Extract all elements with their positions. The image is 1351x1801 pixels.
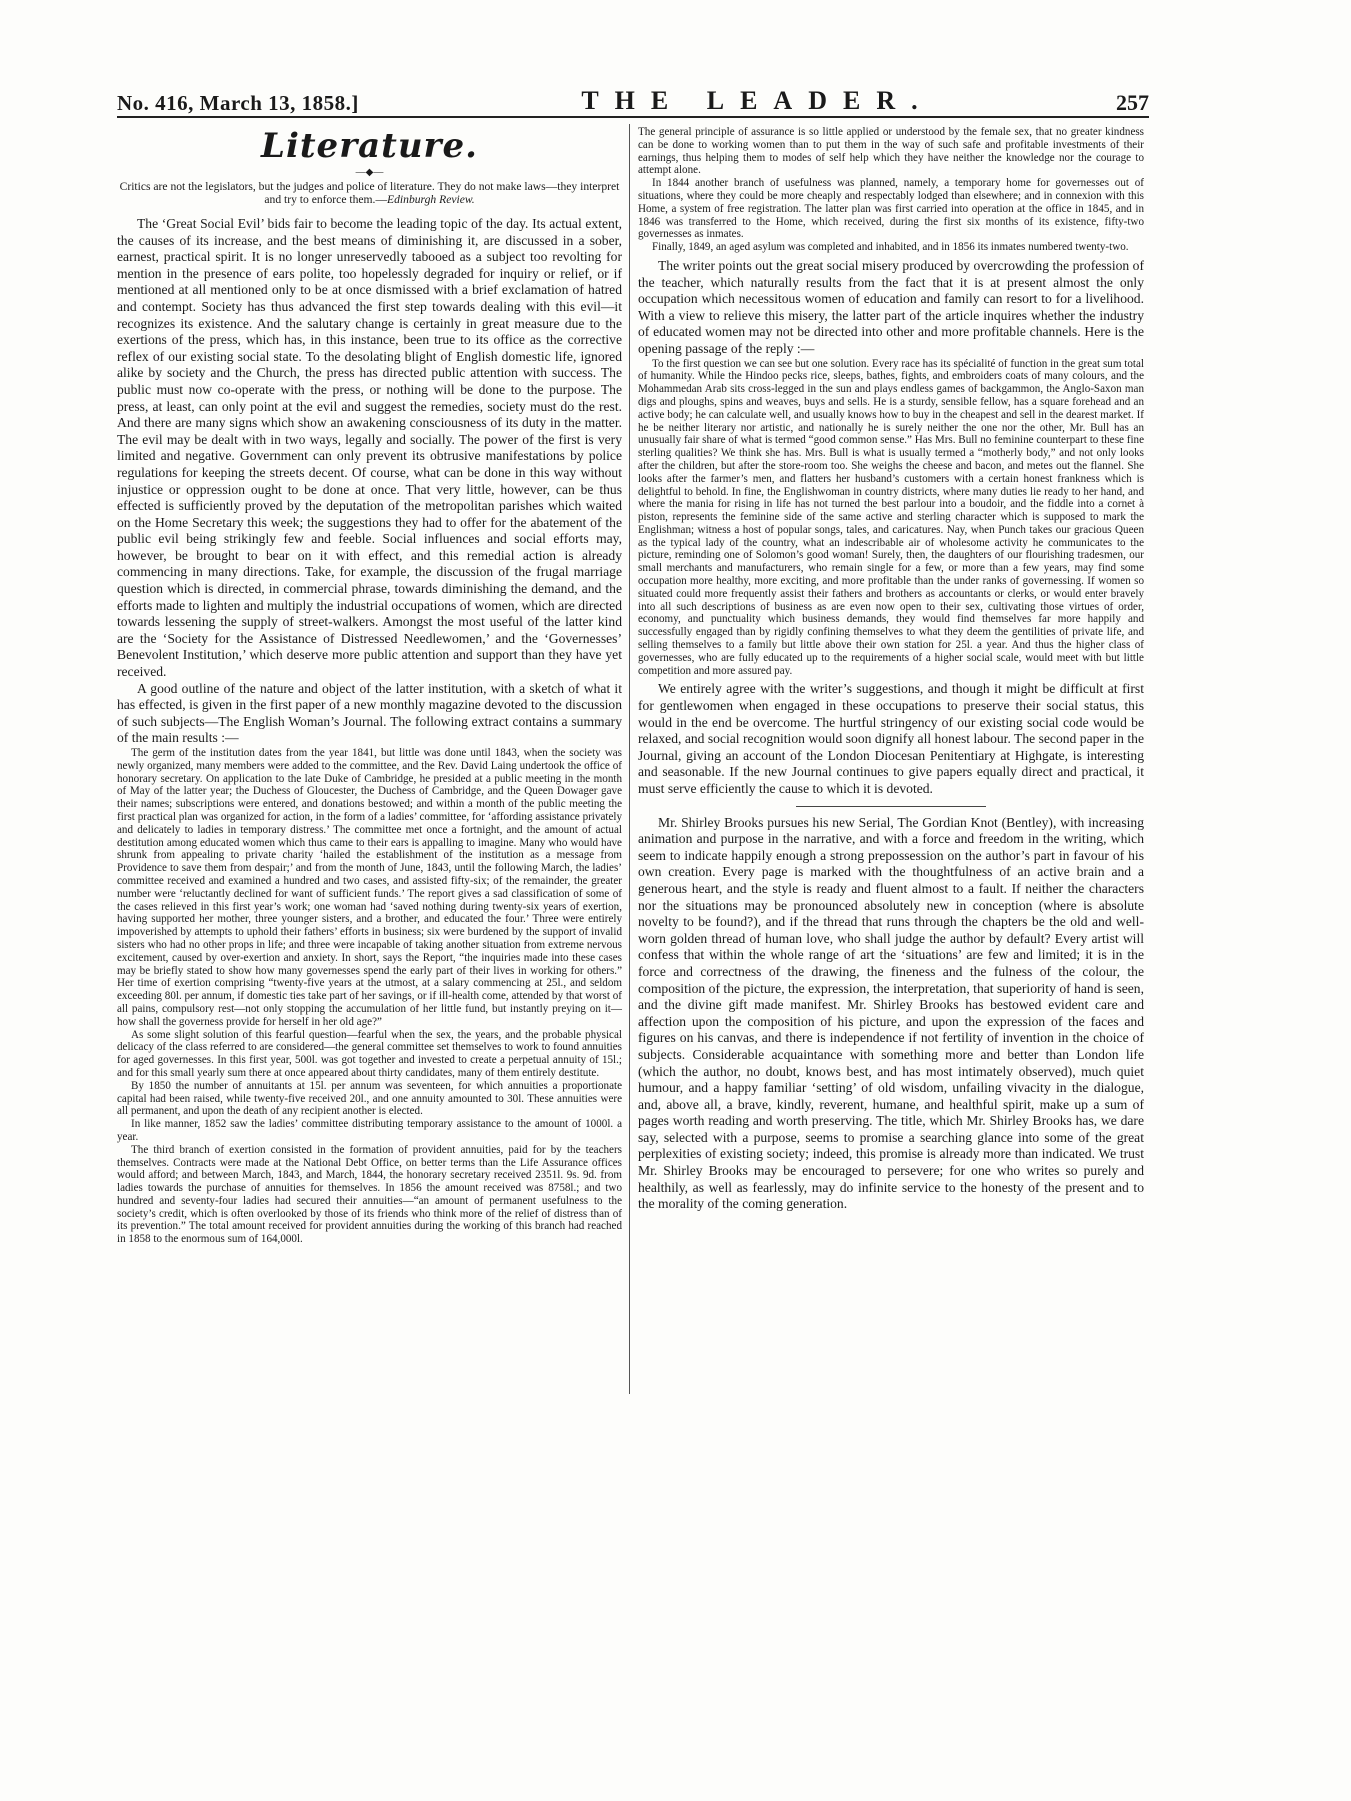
page-header <box>117 80 1149 118</box>
quoted-extract: As some slight solution of this fearful question—fearful when the sex, the years, and the probable physical delicacy of the class referred to are considered—the general committee set themselves to work to found annuities for aged governesses. In this first year, 500l. was got together and invested to create a perpetual annuity of 15l.; and for this small yearly sum there at once appeared about thirty candidates, many of them entirely destitute. <box>117 1028 622 1079</box>
quoted-extract: The general principle of assurance is so little applied or understood by the female sex, that no greater kindness can be done to working women than to put them in the way of such safe and profitable investments of their earnings, thus helping them to modes of self help which they have neither the knowledge nor the courage to attempt alone. <box>638 126 1144 177</box>
motto-text: Critics are not the legislators, but the judges and police of literature. They do not make laws—they interpret and try to enforce them.— <box>119 180 620 206</box>
motto-source: Edinburgh Review. <box>387 193 475 206</box>
article-paragraph: The ‘Great Social Evil’ bids fair to become the leading topic of the day. Its actual extent, the causes of its increase, and the best means of diminishing it, are discussed in a sober, earnest, practical spirit. It is no longer unreservedly tabooed as a subject too revolting for mention in the presence of ears polite, too hopelessly degraded for inquiry or relief, or if mentioned at all mentioned only to be at once dismissed with a brief exclamation of hatred and contempt. Society has thus advanced the first step towards dealing with this evil—it recognizes its existence. And the salutary change is certainly in great measure due to the exertions of the press, which has, in this instance, been true to its office as the corrective reflex of our existing social state. To the desolating blight of English domestic life, ignored alike by society and the Church, the press has directed public attention with success. The public must now co-operate with the press, or nothing will be done to the purpose. The press, at least, can only point at the evil and suggest the remedies, society must do the rest. And there are many signs which show an awakening consciousness of its duty in the matter. The evil may be dealt with in two ways, legally and socially. The power of the first is very limited and negative. Government can only prevent its obtrusive manifestations by police regulations for keeping the streets decent. Of course, what can be done in this way without injustice or oppression ought to be done at once. That very little, however, can be thus effected is sufficiently proved by the deputation of the metropolitan parishes which waited on the Home Secretary this week; the suggestions they had to offer for the abatement of the public evil being strikingly few and feeble. Social influences and social efforts may, however, be brought to bear on it with effect, and this remedial action is already commencing in many directions. Take, for example, the discussion of the frugal marriage question which is directed, in commercial phrase, towards diminishing the demand, and the efforts made to lighten and multiply the industrial occupations of women, which are directed towards lessening the supply of street-walkers. Amongst the most useful of the latter kind are the ‘Society for the Assistance of Distressed Needlewomen,’ and the ‘Governesses’ Benevolent Institution,’ which deserve more public attention and support than they have yet received. <box>117 216 622 680</box>
quoted-extract: The third branch of exertion consisted in the formation of provident annuities, paid for by the teachers themselves. Contracts were made at the National Debt Office, on better terms than the Life Assurance offices would afford; and between March, 1843, and March, 1844, the honorary secretary received 2351l. 9s. 9d. from ladies towards the purchase of annuities for themselves. In 1856 the amount received was 8758l.; and two hundred and seventy-four ladies had secured their annuities—“an amount of permanent usefulness to the society’s credit, which is often overlooked by those of its friends who think more of the relief of distress than of its prevention.” The total amount received for provident annuities during the working of this branch had reached in 1858 to the enormous sum of 164,000l. <box>117 1143 622 1246</box>
review-paragraph: Mr. Shirley Brooks pursues his new Serial, The Gordian Knot (Bentley), with increasing animation and purpose in the narrative, and with a force and freedom in the writing, which seem to indicate happily enough a strong prepossession on the author’s part in favour of his own creation. Every page is marked with the thoughtfulness of an active brain and a generous heart, and the style is ready and fluent almost to a fault. If neither the characters nor the situations may be pronounced absolutely new in conception (where is absolute novelty to be found?), and if the thread that runs through the chapters be the old and well-worn golden thread of human love, who shall judge the author by default? Every artist will confess that within the whole range of art the ‘situations’ are few and limited; it is in the force and correctness of the drawing, the fineness and the fulness of the colour, the composition of the picture, the expression, the interpretation, that superiority of hand is seen, and the divine gift made manifest. Mr. Shirley Brooks has bestowed evident care and affection upon the composition of his picture, and upon the expression of the faces and figures on his canvas, and there is independence if not fertility of invention in the choice of subjects. Considerable acquaintance with something more and better than London life (which the author, no doubt, knows best, and has most intimately observed), much quiet humour, and a happy familiar ‘setting’ of old wisdom, unfailing vivacity in the dialogue, and, above all, a brave, kindly, reverent, humane, and healthful spirit, make up a sum of pages worth reading and worth preserving. The title, which Mr. Shirley Brooks has, we dare say, selected with a purpose, seems to promise a searching glance into some of the great perplexities of existing society; indeed, this promise is already more than indicated. We trust Mr. Shirley Brooks may be encouraged to persevere; for one who writes so purely and healthily, as well as fearlessly, may do infinite service to the honesty of the present and to the morality of the coming generation. <box>638 814 1144 1212</box>
section-motto <box>117 180 622 206</box>
masthead: THE LEADER. <box>581 86 934 115</box>
article-paragraph: We entirely agree with the writer’s suggestions, and though it might be difficult at first for gentlewomen when engaged in these occupations to preserve their social status, this would in the end be overcome. The hurtful stringency of our existing social code would be relaxed, and social recognition would soon dignify all honest labour. The second paper in the Journal, giving an account of the London Diocesan Penitentiary at Highgate, is interesting and seasonable. If the new Journal continues to give papers equally direct and practical, it must serve efficiently the cause to which it is devoted. <box>638 681 1144 797</box>
column-divider <box>629 124 630 1394</box>
issue-date: No. 416, March 13, 1858.] <box>117 91 359 115</box>
quoted-extract: To the first question we can see but one solution. Every race has its spécialité of function in the great sum total of humanity. While the Hindoo pecks rice, sleeps, bathes, fights, and embroiders coats of many colours, and the Mohammedan Arab sits cross-legged in the sun and plays endless games of backgammon, the Anglo-Saxon man digs and ploughs, spins and weaves, buys and sells. He is a sturdy, sensible fellow, has a square forehead and an active body; he can calculate well, and usually knows how to buy in the cheapest and sell in the dearest market. If he be neither literary nor artistic, and nationally he is surely neither the one nor the other, Mr. Bull has an unusually fair share of what is termed “good common sense.” Has Mrs. Bull no feminine counterpart to these fine sterling qualities? We think she has. Mrs. Bull is what is usually termed a “motherly body,” and not only looks after the children, but after the store-room too. She weighs the cheese and bacon, and metes out the flannel. She looks after the farmer’s men, and flatters her husband’s customers with a certain honest frankness which is delightful to behold. In fine, the Englishwoman in country districts, where many duties lie ready to her hand, and where the mania for rising in life has not turned the best parlour into a boudoir, and the fiddle into a cornet à piston, represents the feminine side of the same active and sterling character which is supposed to mark the Englishman; witness a host of popular songs, tales, and caricatures. Nay, when Punch takes our gracious Queen as the typical lady of the country, what an indescribable air of wholesome activity he communicates to the picture, reminding one of Solomon’s good woman! Surely, then, the daughters of our flourishing tradesmen, our small merchants and manufacturers, who remain single for a few, or more than a few years, may find some occupation more healthy, more exciting, and more profitable than the under ranks of governessing. If women so situated could more frequently assist their fathers and brothers as accountants or clerks, or would enter bravely into all such descriptions of business as are even now open to their sex, cultivating those virtues of order, economy, and punctuality which business demands, they would find themselves far more happily and successfully engaged than by rigidly confining themselves to what they deem the gentilities of private life, and selling themselves to a family but little above their own station for 25l. a year. And thus the higher class of governesses, who are fully educated up to the requirements of a higher social scale, would meet with but little competition and more assured pay. <box>638 357 1144 677</box>
quoted-extract: The germ of the institution dates from the year 1841, but little was done until 1843, when the society was newly organized, many members were added to the committee, and the Rev. David Laing undertook the office of honorary secretary. On application to the late Duke of Cambridge, he presided at a public meeting in the month of May of the latter year; the Duchess of Gloucester, the Duchess of Cambridge, and the Queen Dowager gave their names; subscriptions were entered, and donations bestowed; and within a month of the public meeting the first practical plan was organized for action, in the form of a ladies’ committee, for ‘affording assistance privately and delicately to ladies in temporary distress.’ The committee met once a fortnight, and the amount of actual destitution among educated women which thus came to their ears is appalling to imagine. Many who would have shrunk from appealing to private charity ‘hailed the establishment of the institution as a message from Providence to save them from despair;’ and from the month of June, 1843, until the following March, the ladies’ committee received and examined a hundred and two cases, and assisted fifty-six; of the remainder, the greater number were ‘reluctantly declined for want of sufficient funds.’ The report gives a sad classification of some of the cases relieved in this first year’s work; one woman had ‘saved nothing during twenty-six years of exertion, having supported her mother, three younger sisters, and a brother, and educated the four.’ Three were entirely impoverished by attempts to uphold their fathers’ efforts in business; six were burdened by the support of invalid sisters who had no other props in life; and three were incapable of taking another situation from extreme nervous excitement, caused by over-exertion and anxiety. In short, says the Report, “the inquiries made into these cases may be briefly stated to show how many governesses spend the early part of their lives in working for others.” Her time of exertion comprising “twenty-five years at the utmost, at a salary commencing at 25l., and seldom exceeding 80l. per annum, if domestic ties take part of her savings, or if ill-health come, attended by that worst of all pains, compulsory rest—not only stopping the accumulation of her little fund, but instantly preying on it—how shall the governess provide for herself in her old age?” <box>117 747 622 1028</box>
section-divider <box>796 806 986 807</box>
article-paragraph: A good outline of the nature and object of the latter institution, with a sketch of what it has effected, is given in the first paper of a new monthly magazine devoted to the discussion of such subjects—The English Woman’s Journal. The following extract contains a summary of the main results :— <box>117 680 622 746</box>
quoted-extract: By 1850 the number of annuitants at 15l. per annum was seventeen, for which annuities a proportionate capital had been raised, while twenty-five received 20l., and one annuity amounted to 30l. These annuities were all permanent, and upon the death of any recipient another is elected. <box>117 1079 622 1118</box>
section-title: Literature. <box>261 126 478 166</box>
article-paragraph: The writer points out the great social misery produced by overcrowding the profession of the teacher, which naturally results from the fact that it is at present almost the only occupation which necessitous women of education and family can resort to for a livelihood. With a view to relieve this misery, the latter part of the article inquires whether the industry of educated women may not be directed into other and more profitable channels. Here is the opening passage of the reply :— <box>638 257 1144 356</box>
page-number: 257 <box>1116 90 1149 115</box>
quoted-extract: In like manner, 1852 saw the ladies’ committee distributing temporary assistance to the amount of 1000l. a year. <box>117 1118 622 1143</box>
quoted-extract: Finally, 1849, an aged asylum was completed and inhabited, and in 1856 its inmates numbered twenty-two. <box>652 241 1129 254</box>
left-column <box>117 126 622 1246</box>
right-column <box>638 126 1144 1213</box>
quoted-extract: In 1844 another branch of usefulness was planned, namely, a temporary home for governesses out of situations, where they could be more cheaply and respectably lodged than elsewhere; and in connexion with this Home, a system of free registration. The latter plan was first carried into operation at the office in 1845, and in 1846 was transferred to the Home, which received, during the first six months of its existence, fifty-two governesses as inmates. <box>638 177 1144 241</box>
title-ornament: —◆— <box>355 167 384 178</box>
